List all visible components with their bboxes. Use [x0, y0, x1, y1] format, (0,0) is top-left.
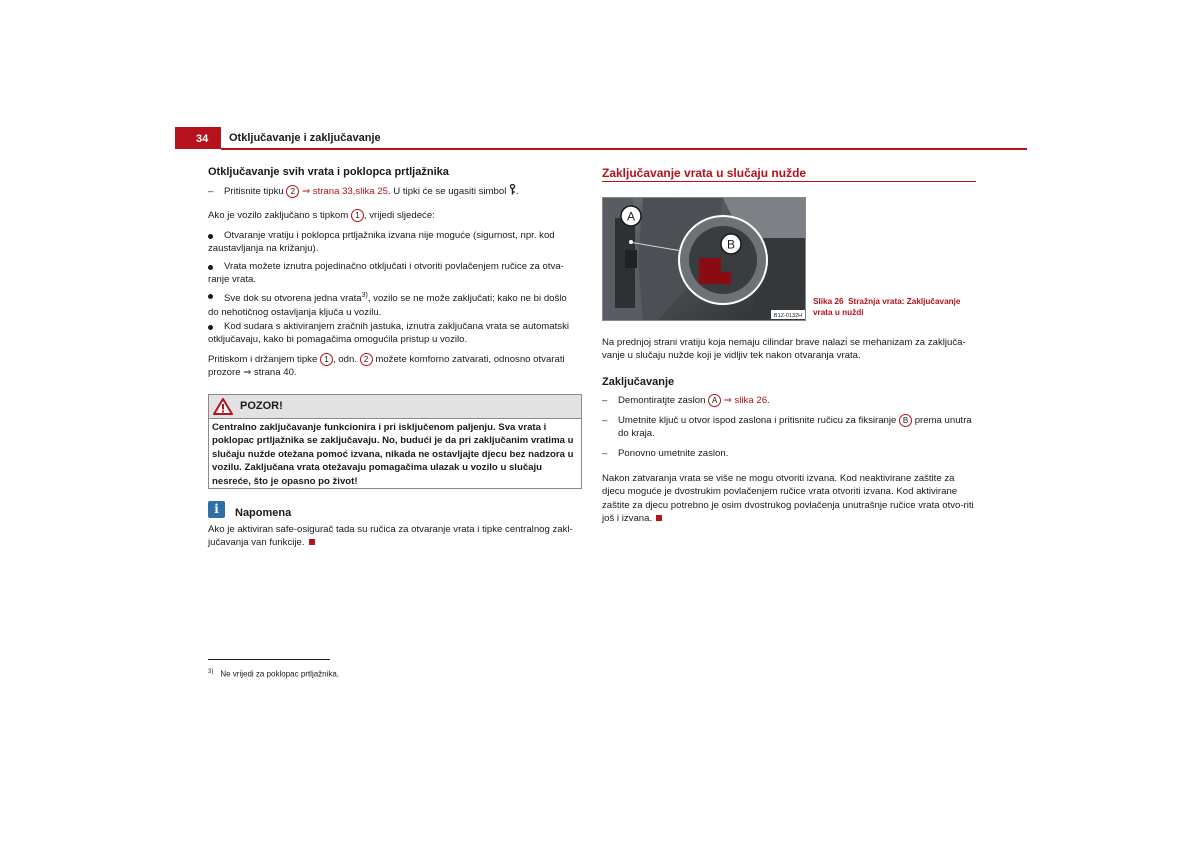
- arrow-icon: ⇒: [243, 367, 252, 379]
- warning-box: [208, 394, 582, 489]
- closing-text: Pritiskom i držanjem tipke: [208, 354, 318, 365]
- warning-header: [209, 395, 581, 419]
- footnote: [208, 667, 339, 680]
- step-text: Demontiratjte zaslon: [618, 395, 706, 406]
- section-title-unlock-all: Otključavanje svih vrata i poklopca prtljažnika: [208, 166, 449, 178]
- closing-text-3: strana 40.: [253, 367, 297, 379]
- info-icon: i: [208, 501, 225, 518]
- section-end-icon: [656, 515, 662, 521]
- warning-title: POZOR!: [240, 400, 283, 412]
- step-remove-cover: [602, 394, 978, 407]
- section-end-icon: [309, 539, 315, 545]
- list-item-text: [208, 289, 580, 319]
- list-item-text: Kod sudara s aktiviranjem zračnih jastuka, iznutra zaključana vrata se automatski otključavaju, kako bi pomagačima omogućila pristup u vozilo.: [208, 321, 570, 346]
- figure-label-b: B: [726, 237, 736, 252]
- callout-1: 1: [320, 353, 333, 366]
- list-item-text: Vrata možete iznutra pojedinačno otključati i otvoriti povlačenjem ručice za otva-ranje vrata.: [208, 261, 564, 286]
- warning-text: Centralno zaključavanje funkcionira i pri isključenom paljenju. Sva vrata i poklopac prtljažnika se zaključavaju. No, budući je da pri zaključanim vratima u slučaju nužde otežana pomoć izvana, nikada ne ostavljajte djecu bez nadzora u vozilu. Zaključana vrata otežavaju pomagačima ulazak u vozilo u slučaju nesreće, što je opasno po život!: [212, 422, 574, 487]
- step-press-button: – Pritisnite tipku 2 ⇒ strana 33,slika 25. U tipki će se ugasiti simbol .: [208, 186, 519, 197]
- closing-text: Nakon zatvaranja vrata se više ne mogu otvoriti izvana. Kod neaktivirane zaštite za djecu moguće je dvostrukim povlačenjem ručice vrata otvoriti izvana. Kod aktivirane zaštite za djecu potrebno je osim dvostrukog povlačenja unutrašnje ručice vrata otvo-riti još i izvana.: [602, 473, 974, 525]
- page-header-title: Otključavanje i zaključavanje: [229, 132, 381, 144]
- locked-intro: [208, 209, 580, 222]
- emergency-intro: Na prednjoj strani vratiju koja nemaju cilindar brave nalazi se mehanizam za zaključa-vanje u slučaju nužde koji je vidljiv tek nakon otvaranja vrata.: [602, 337, 966, 362]
- note-body: Ako je aktiviran safe-osigurač tada su ručica za otvaranje vrata i tipke centralnog zakl-jučavanja van funkcije.: [208, 524, 573, 549]
- callout-b: B: [899, 414, 912, 427]
- intro-text: Ako je vozilo zaključano s tipkom: [208, 210, 349, 221]
- step-text: Pritisnite tipku: [224, 186, 284, 197]
- closing-mid: , odn.: [332, 354, 357, 365]
- step-reinsert-cover: [602, 447, 978, 460]
- dash-marker: –: [208, 186, 214, 197]
- list-item: [208, 289, 580, 319]
- bullet-icon: [208, 294, 213, 299]
- bullet-icon: [208, 234, 213, 239]
- step-insert-key: [602, 414, 978, 441]
- footnote-divider: [208, 659, 330, 660]
- list-item: [208, 260, 580, 287]
- section-title-emergency-lock: Zaključavanje vrata u slučaju nužde: [602, 166, 807, 180]
- figure-caption: [813, 297, 978, 318]
- header-divider: [221, 148, 1027, 150]
- dash-marker: –: [602, 448, 608, 459]
- closing-text-2: možete komforno zatvarati, odnosno otvarati prozore: [208, 354, 565, 379]
- footnote-reference[interactable]: 3): [361, 292, 368, 299]
- emergency-closing: [602, 472, 978, 526]
- figure-number: Slika 26: [813, 297, 844, 306]
- list-item-text-start: Sve dok su otvorena jedna vrata: [224, 293, 362, 305]
- list-item-text-end: , vozilo se ne može zaključati; kako ne bi došlo do nehotičnog ostavljanja ključa u vozilu.: [208, 293, 567, 318]
- step-text: Ponovno umetnite zaslon.: [618, 448, 729, 459]
- figure-reference-link[interactable]: ⇒ slika 26: [723, 395, 768, 406]
- subsection-title-locking: Zaključavanje: [602, 376, 675, 388]
- callout-1: 1: [351, 209, 364, 222]
- section-divider: [602, 181, 976, 182]
- page-number: 34: [196, 133, 209, 145]
- list-item: [208, 229, 580, 256]
- callout-2: 2: [360, 353, 373, 366]
- intro-text-tail: , vrijedi sljedeće:: [363, 210, 435, 221]
- figure-label-a: A: [626, 209, 636, 224]
- warning-triangle-icon: [213, 398, 233, 415]
- step-text-tail: prema unutra do kraja.: [618, 415, 972, 440]
- comfort-windows-paragraph: [208, 353, 580, 380]
- figure-caption-text: Stražnja vrata: Zaključavanje vrata u nuždi: [813, 297, 961, 317]
- step-text-tail: . U tipki će se ugasiti simbol: [387, 186, 507, 197]
- bullet-icon: [208, 265, 213, 270]
- note-title: Napomena: [235, 507, 292, 519]
- list-item-text: Otvaranje vratiju i poklopca prtljažnika izvana nije moguće (sigurnost, npr. kod zaustavljanja na križanju).: [208, 230, 555, 255]
- footnote-mark: 3): [208, 669, 214, 675]
- figure-code: B1Z-0132H: [773, 313, 803, 319]
- footnote-text: Ne vrijedi za poklopac prtljažnika.: [220, 669, 340, 679]
- list-item: [208, 320, 580, 347]
- step-text-tail: .: [767, 395, 770, 406]
- callout-2: 2: [286, 185, 299, 198]
- door-illustration: [603, 198, 805, 320]
- note-text: [208, 523, 580, 550]
- dash-marker: –: [602, 395, 608, 406]
- callout-a: A: [708, 394, 721, 407]
- dash-marker: –: [602, 415, 608, 426]
- page-reference-link[interactable]: ⇒ strana 33,slika 25: [302, 186, 388, 197]
- figure-door-emergency-lock: [602, 197, 806, 321]
- bullet-icon: [208, 325, 213, 330]
- step-text: Umetnite ključ u otvor ispod zaslona i pritisnite ručicu za fiksiranje: [618, 415, 897, 426]
- key-symbol-icon: [509, 184, 516, 195]
